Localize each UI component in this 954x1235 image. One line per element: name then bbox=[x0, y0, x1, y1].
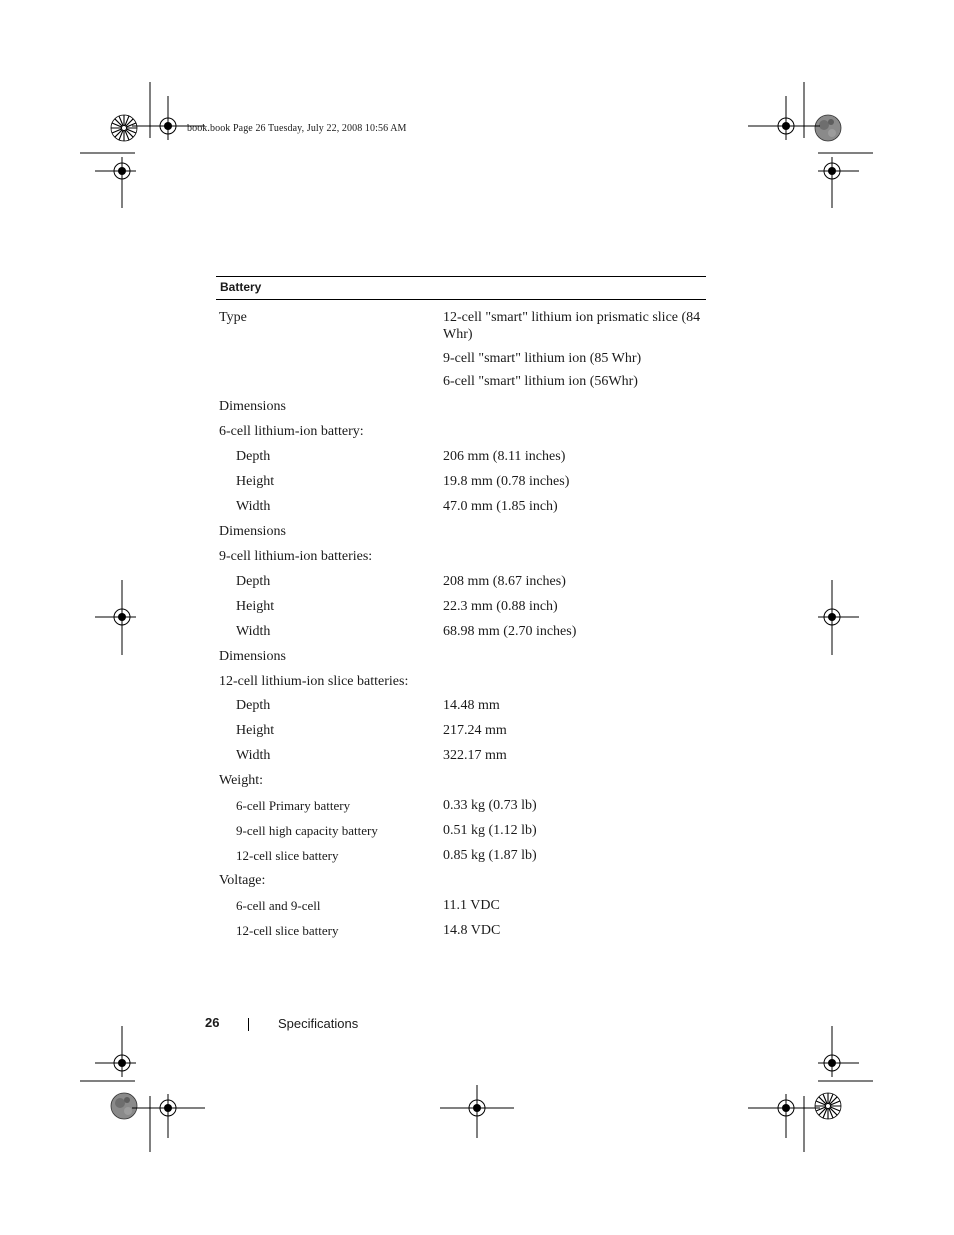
row-label: 6-cell and 9-cell bbox=[236, 898, 321, 913]
row-value: 12-cell "smart" lithium ion prismatic slice (84 Whr) bbox=[443, 310, 701, 342]
row-label: Dimensions bbox=[219, 649, 286, 664]
row-label: Dimensions bbox=[219, 399, 286, 414]
row-label: 12-cell lithium-ion slice batteries: bbox=[219, 674, 409, 689]
row-value: 14.48 mm bbox=[443, 698, 500, 713]
row-value: 11.1 VDC bbox=[443, 898, 500, 913]
row-value: 68.98 mm (2.70 inches) bbox=[443, 624, 577, 639]
row-label: Depth bbox=[236, 449, 271, 464]
row-value: 47.0 mm (1.85 inch) bbox=[443, 499, 558, 514]
row-label: 12-cell slice battery bbox=[236, 848, 339, 863]
row-value: 6-cell "smart" lithium ion (56Whr) bbox=[443, 374, 638, 389]
row-value: 19.8 mm (0.78 inches) bbox=[443, 474, 570, 489]
battery-spec-table bbox=[216, 276, 706, 938]
row-label: 6-cell lithium-ion battery: bbox=[219, 424, 364, 439]
row-label: 9-cell lithium-ion batteries: bbox=[219, 549, 373, 564]
row-label: Height bbox=[236, 599, 275, 614]
footer-section-title: Specifications bbox=[278, 1016, 359, 1031]
print-slug-header: book.book Page 26 Tuesday, July 22, 2008 10:56 AM bbox=[187, 123, 407, 134]
row-label: 12-cell slice battery bbox=[236, 923, 339, 938]
row-label: Width bbox=[236, 624, 271, 639]
footer-divider bbox=[248, 1018, 249, 1031]
table-title: Battery bbox=[216, 276, 706, 300]
row-value: 0.85 kg (1.87 lb) bbox=[443, 848, 537, 863]
row-value: 14.8 VDC bbox=[443, 923, 501, 938]
row-value: 9-cell "smart" lithium ion (85 Whr) bbox=[443, 351, 642, 366]
row-label: Depth bbox=[236, 698, 271, 713]
row-label: Voltage: bbox=[219, 873, 266, 888]
row-label: Weight: bbox=[219, 773, 263, 788]
row-value: 217.24 mm bbox=[443, 723, 507, 738]
row-label: Type bbox=[219, 310, 247, 325]
row-value: 0.51 kg (1.12 lb) bbox=[443, 823, 537, 838]
row-value: 206 mm (8.11 inches) bbox=[443, 449, 566, 464]
row-label: Depth bbox=[236, 574, 271, 589]
row-label: Height bbox=[236, 474, 275, 489]
row-label: Height bbox=[236, 723, 275, 738]
row-value: 208 mm (8.67 inches) bbox=[443, 574, 566, 589]
row-label: Width bbox=[236, 748, 271, 763]
row-value: 322.17 mm bbox=[443, 748, 507, 763]
row-label: 9-cell high capacity battery bbox=[236, 823, 378, 838]
page-number: 26 bbox=[205, 1015, 220, 1030]
row-value: 0.33 kg (0.73 lb) bbox=[443, 798, 537, 813]
row-label: Width bbox=[236, 499, 271, 514]
row-label: Dimensions bbox=[219, 524, 286, 539]
row-value: 22.3 mm (0.88 inch) bbox=[443, 599, 558, 614]
row-label: 6-cell Primary battery bbox=[236, 798, 351, 813]
